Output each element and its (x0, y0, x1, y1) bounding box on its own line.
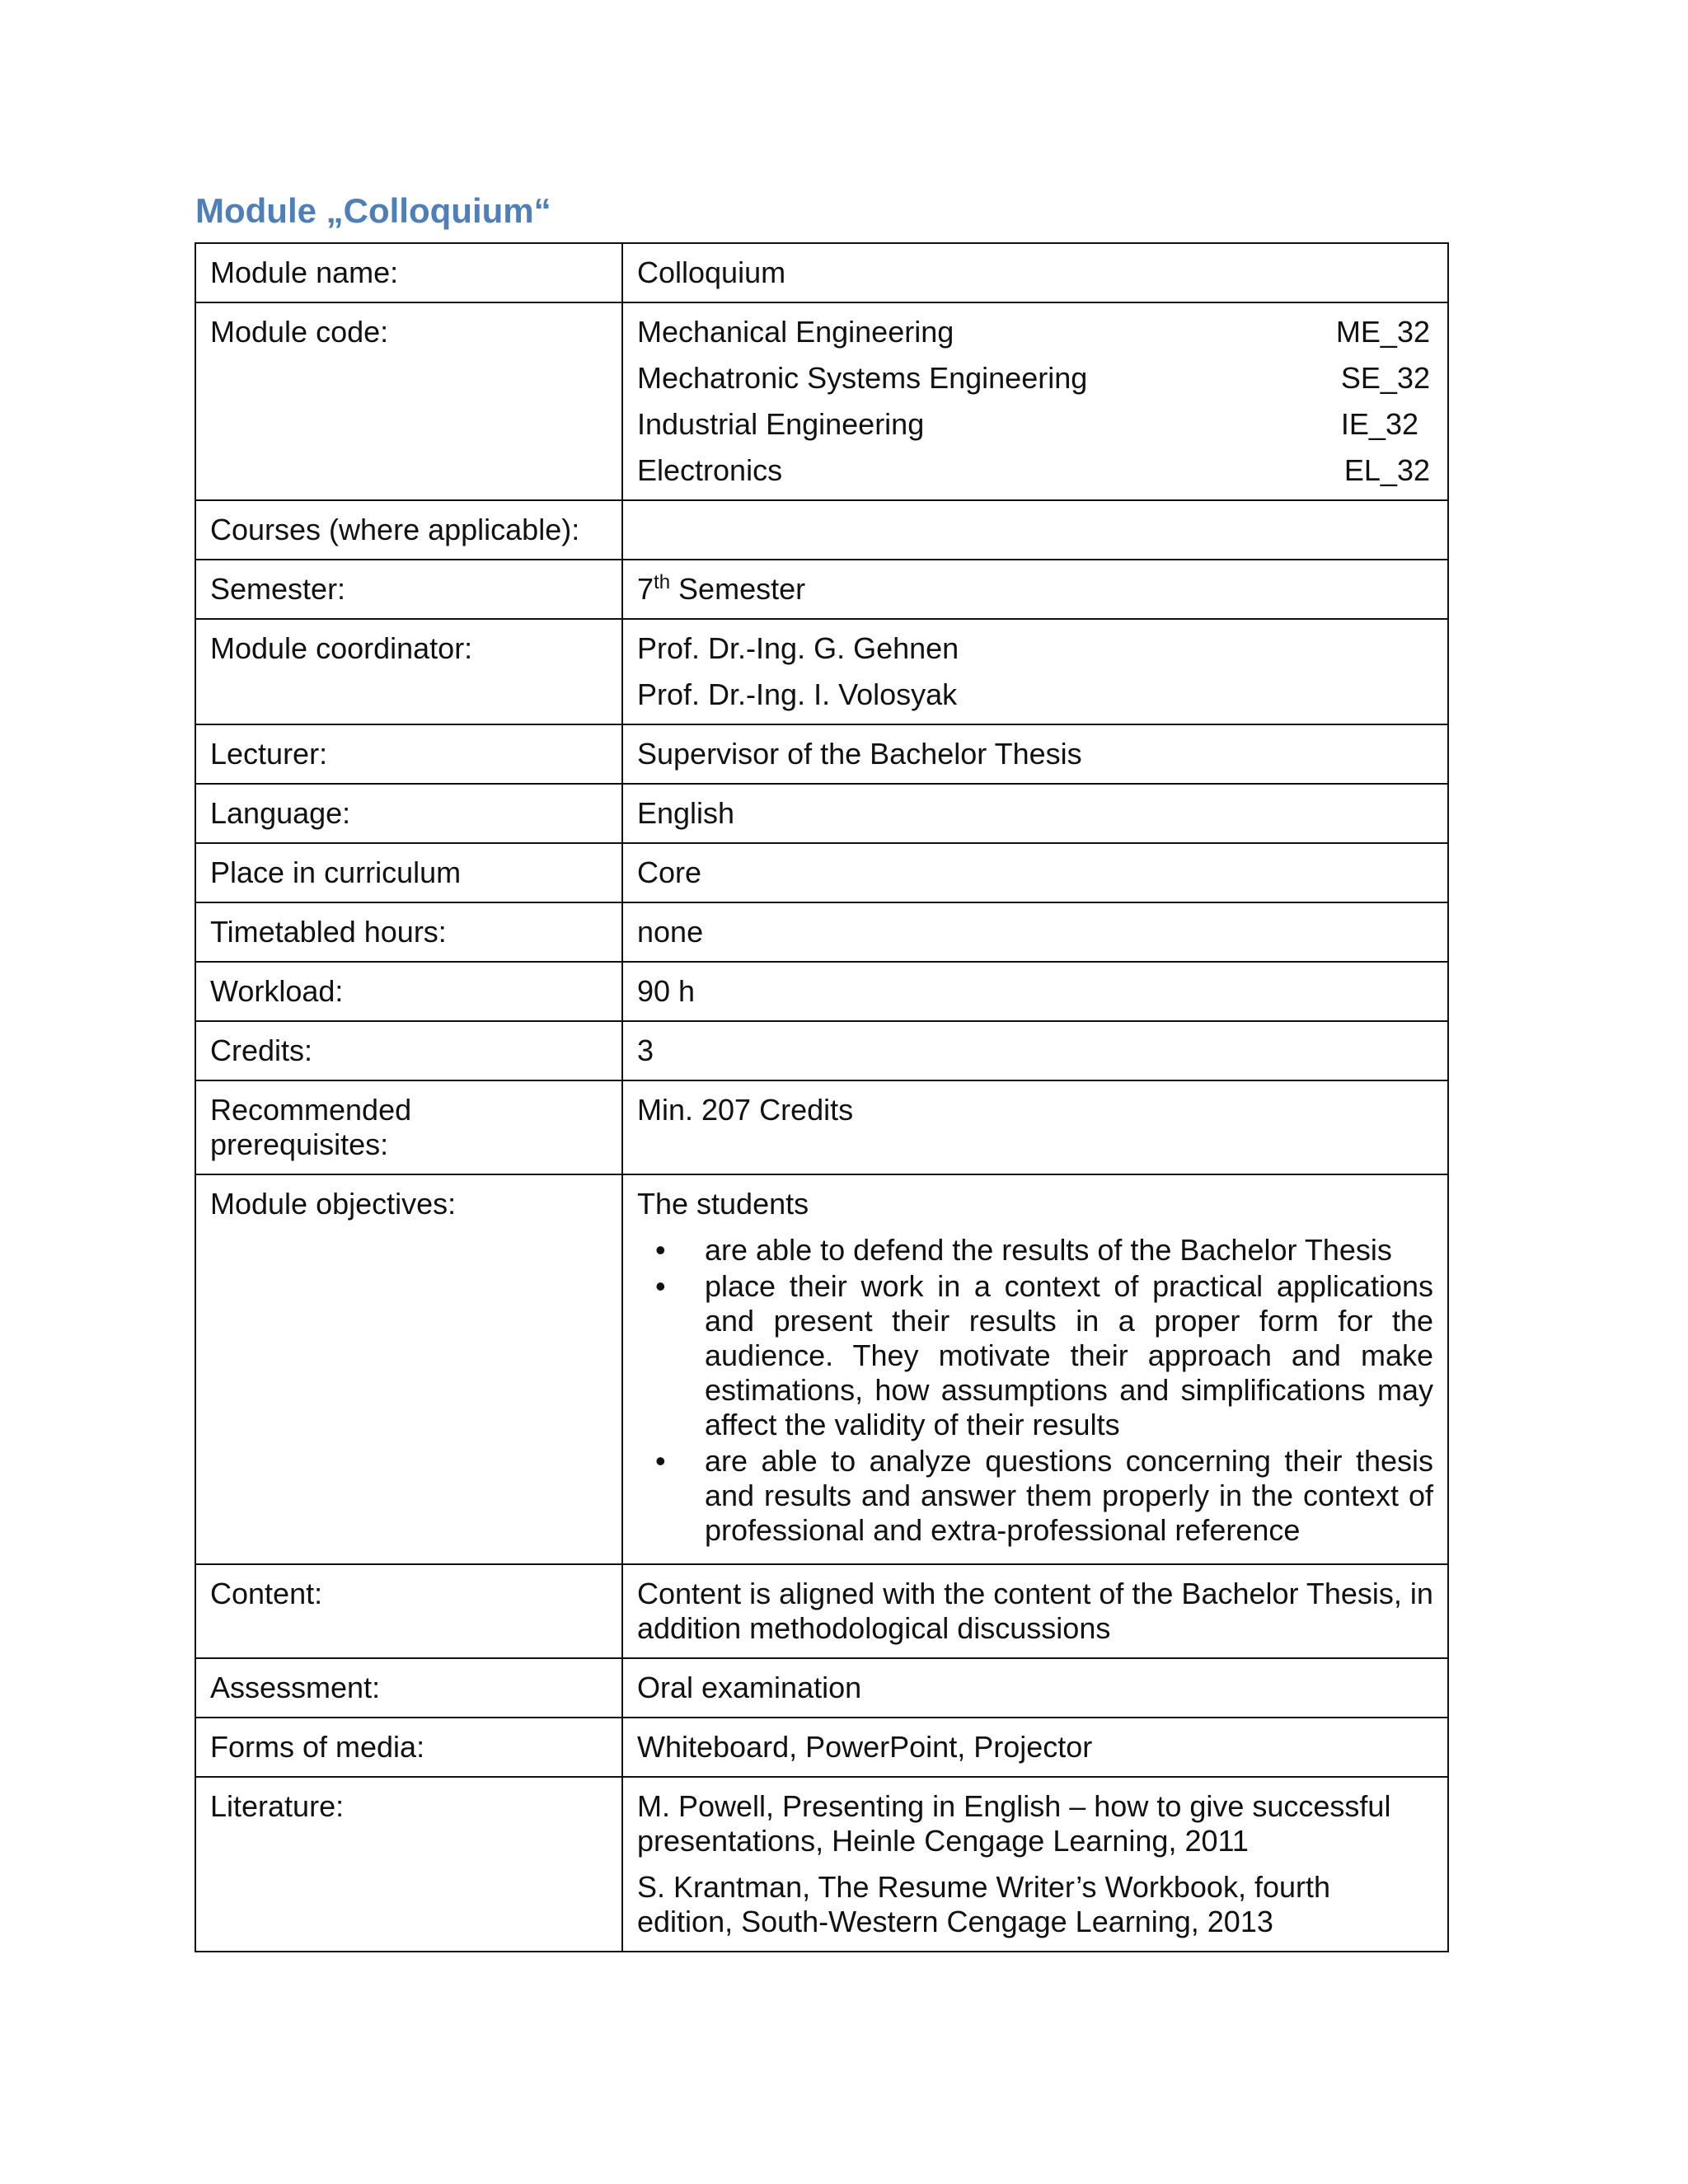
row-assessment (195, 1658, 1448, 1718)
label-timetabled: Timetabled hours: (195, 902, 622, 962)
list-item (637, 1444, 1433, 1548)
bullet-icon: • (655, 1269, 666, 1303)
value-language: English (622, 784, 1448, 843)
value-literature (622, 1777, 1448, 1952)
value-content: Content is aligned with the content of the Bachelor Thesis, in addition methodological discussions (622, 1564, 1448, 1658)
list-item (637, 1233, 1433, 1268)
row-module-name (195, 243, 1448, 302)
prerequisites-label-line: prerequisites: (210, 1127, 389, 1161)
label-workload: Workload: (195, 962, 622, 1021)
program-name: Industrial Engineering (637, 407, 925, 441)
label-literature: Literature: (195, 1777, 622, 1952)
objective-text: are able to defend the results of the Bachelor Thesis (705, 1233, 1392, 1267)
coordinator-name: Prof. Dr.-Ing. I. Volosyak (637, 677, 958, 711)
row-workload (195, 962, 1448, 1021)
row-objectives (195, 1174, 1448, 1564)
value-objectives (622, 1174, 1448, 1564)
label-courses: Courses (where applicable): (195, 500, 622, 560)
literature-item: M. Powell, Presenting in English – how to give successful presentations, Heinle Cengage Learning, 2011 (637, 1789, 1391, 1858)
objective-text: place their work in a context of practical applications and present their results in a proper form for the audience. They motivate their approach and make estimations, how assumptions and simplifications may affect the validity of their results (705, 1269, 1433, 1441)
label-media: Forms of media: (195, 1718, 622, 1777)
label-credits: Credits: (195, 1021, 622, 1080)
value-prerequisites: Min. 207 Credits (622, 1080, 1448, 1174)
code-line (637, 407, 1433, 442)
label-assessment: Assessment: (195, 1658, 622, 1718)
value-workload: 90 h (622, 962, 1448, 1021)
row-content (195, 1564, 1448, 1658)
value-place: Core (622, 843, 1448, 902)
coordinator-name: Prof. Dr.-Ing. G. Gehnen (637, 631, 959, 665)
program-name: Mechatronic Systems Engineering (637, 361, 1088, 395)
row-module-code (195, 302, 1448, 500)
row-prerequisites (195, 1080, 1448, 1174)
label-prerequisites (195, 1080, 622, 1174)
module-table (195, 242, 1449, 1952)
value-module-code (622, 302, 1448, 500)
objectives-intro: The students (637, 1187, 809, 1221)
row-place (195, 843, 1448, 902)
program-code: SE_32 (1340, 361, 1430, 395)
label-lecturer: Lecturer: (195, 724, 622, 784)
module-title: Module „Colloquium“ (195, 191, 551, 230)
value-module-name: Colloquium (622, 243, 1448, 302)
semester-number: 7 (637, 572, 654, 606)
row-timetabled (195, 902, 1448, 962)
value-lecturer: Supervisor of the Bachelor Thesis (622, 724, 1448, 784)
semester-suffix: th (654, 571, 671, 593)
program-name: Electronics (637, 453, 783, 487)
value-coordinator (622, 619, 1448, 724)
code-line (637, 453, 1433, 488)
bullet-icon: • (655, 1444, 666, 1478)
program-code: EL_32 (1343, 453, 1430, 487)
code-line (637, 315, 1433, 349)
objectives-list (637, 1233, 1433, 1548)
objective-text: are able to analyze questions concerning their thesis and results and answer them properly in the context of professional and extra-professional reference (705, 1444, 1433, 1547)
label-coordinator: Module coordinator: (195, 619, 622, 724)
program-code: IE_32 (1340, 407, 1418, 441)
row-language (195, 784, 1448, 843)
label-semester: Semester: (195, 560, 622, 619)
program-code: ME_32 (1335, 315, 1430, 349)
program-name: Mechanical Engineering (637, 315, 954, 349)
row-courses (195, 500, 1448, 560)
label-language: Language: (195, 784, 622, 843)
value-credits: 3 (622, 1021, 1448, 1080)
semester-word: Semester (670, 572, 806, 606)
code-line (637, 361, 1433, 396)
label-module-code: Module code: (195, 302, 622, 500)
row-credits (195, 1021, 1448, 1080)
value-semester (622, 560, 1448, 619)
row-literature (195, 1777, 1448, 1952)
literature-item: S. Krantman, The Resume Writer’s Workbook, fourth edition, South-Western Cengage Learning, 2013 (637, 1870, 1331, 1938)
prerequisites-label-line: Recommended (210, 1093, 412, 1127)
list-item (637, 1269, 1433, 1442)
row-coordinator (195, 619, 1448, 724)
value-assessment: Oral examination (622, 1658, 1448, 1718)
row-lecturer (195, 724, 1448, 784)
value-courses (622, 500, 1448, 560)
value-media: Whiteboard, PowerPoint, Projector (622, 1718, 1448, 1777)
label-objectives: Module objectives: (195, 1174, 622, 1564)
label-place: Place in curriculum (195, 843, 622, 902)
label-content: Content: (195, 1564, 622, 1658)
row-media (195, 1718, 1448, 1777)
value-timetabled: none (622, 902, 1448, 962)
bullet-icon: • (655, 1233, 666, 1267)
row-semester (195, 560, 1448, 619)
label-module-name: Module name: (195, 243, 622, 302)
